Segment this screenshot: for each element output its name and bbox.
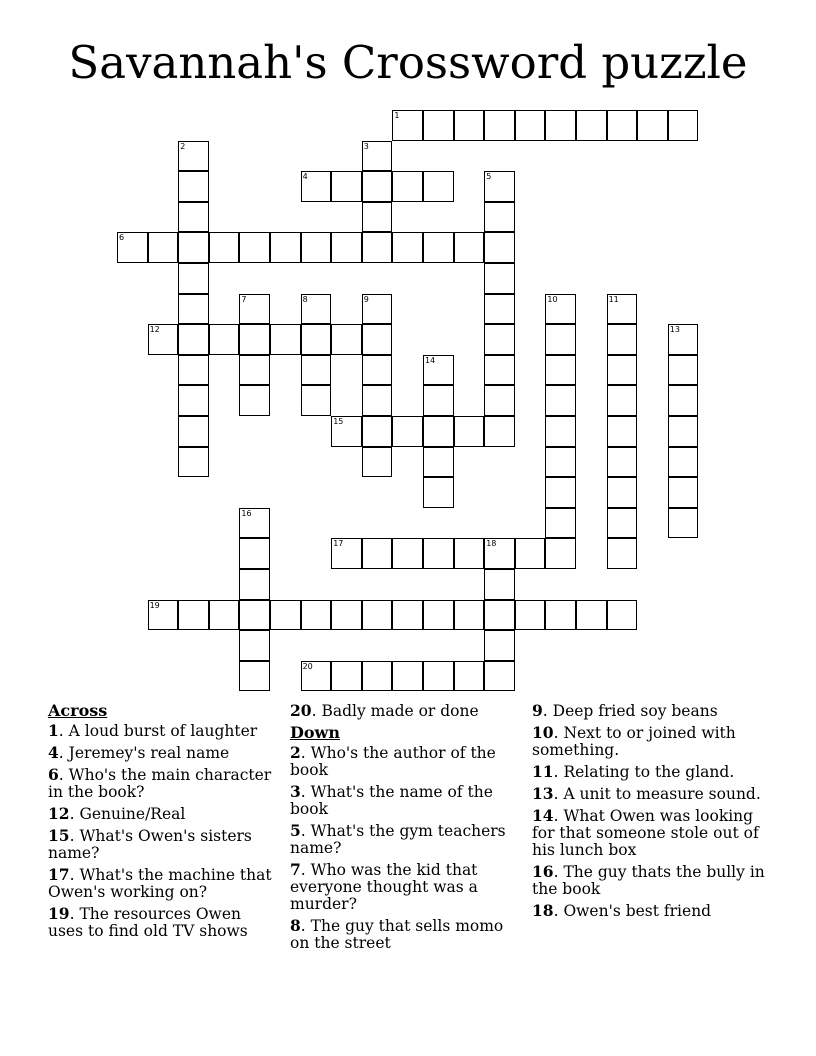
clues-column-3 <box>532 702 772 924</box>
grid-cell[interactable] <box>362 202 393 233</box>
grid-cell[interactable] <box>331 324 362 355</box>
grid-cell[interactable] <box>331 232 362 263</box>
grid-cell[interactable] <box>178 294 209 325</box>
grid-cell[interactable] <box>362 600 393 631</box>
grid-cell[interactable] <box>668 324 699 355</box>
grid-cell[interactable] <box>362 447 393 478</box>
grid-cell[interactable] <box>668 110 699 141</box>
grid-cell[interactable] <box>668 508 699 539</box>
grid-cell[interactable] <box>178 385 209 416</box>
clue-number: 11 <box>608 294 619 304</box>
grid-cell[interactable] <box>668 477 699 508</box>
clue-number: 12 <box>149 325 160 335</box>
grid-cell[interactable] <box>668 385 699 416</box>
grid-cell[interactable] <box>423 171 454 202</box>
clue-number: 7 <box>290 860 301 879</box>
grid-cell[interactable] <box>239 385 270 416</box>
clue-number: 20 <box>302 661 313 671</box>
clue-number: 18 <box>486 539 497 549</box>
clue-number: 15 <box>48 826 70 845</box>
grid-cell[interactable] <box>362 661 393 692</box>
grid-cell[interactable] <box>423 447 454 478</box>
clue-down-18: 18. Owen's best friend <box>532 901 712 920</box>
grid-cell[interactable] <box>484 355 515 386</box>
grid-cell[interactable] <box>270 232 301 263</box>
clue-text: Next to or joined with something. <box>532 724 736 759</box>
grid-cell[interactable] <box>148 600 179 631</box>
grid-cell[interactable] <box>178 171 209 202</box>
clue-text: What's the name of the book <box>290 783 493 818</box>
grid-cell[interactable] <box>423 600 454 631</box>
grid-cell[interactable] <box>392 416 423 447</box>
grid-cell[interactable] <box>607 294 638 325</box>
clue-number: 4 <box>48 743 59 762</box>
clue-number: 1 <box>48 721 59 740</box>
grid-cell[interactable] <box>454 232 485 263</box>
clue-number: 8 <box>302 294 308 304</box>
clue-down-3: 3. What's the name of the book <box>290 782 493 818</box>
grid-cell[interactable] <box>423 232 454 263</box>
clue-number: 11 <box>532 762 554 781</box>
clue-across-1: 1. A loud burst of laughter <box>48 721 258 740</box>
grid-cell[interactable] <box>484 385 515 416</box>
grid-cell[interactable] <box>484 569 515 600</box>
grid-cell[interactable] <box>484 538 515 569</box>
clue-number: 5 <box>486 172 492 182</box>
clue-number: 20 <box>290 701 312 720</box>
grid-cell[interactable] <box>637 110 668 141</box>
clue-number: 6 <box>119 233 125 243</box>
clue-number: 7 <box>241 294 247 304</box>
clue-text: The guy thats the bully in the book <box>532 863 765 898</box>
grid-cell[interactable] <box>362 171 393 202</box>
grid-cell[interactable] <box>362 538 393 569</box>
clue-number: 19 <box>149 600 160 610</box>
grid-cell[interactable] <box>301 324 332 355</box>
grid-cell[interactable] <box>607 416 638 447</box>
clue-down-14: 14. What Owen was looking for that someone stole out of his lunch box <box>532 806 759 859</box>
clue-number: 19 <box>48 904 70 923</box>
grid-cell[interactable] <box>515 110 546 141</box>
grid-cell[interactable] <box>454 110 485 141</box>
grid-cell[interactable] <box>607 355 638 386</box>
grid-cell[interactable] <box>270 600 301 631</box>
clue-number: 12 <box>48 804 70 823</box>
clue-number: 14 <box>425 355 436 365</box>
grid-cell[interactable] <box>545 416 576 447</box>
grid-cell[interactable] <box>301 385 332 416</box>
clue-across-19: 19. The resources Owen uses to find old TV shows <box>48 904 248 940</box>
grid-cell[interactable] <box>362 294 393 325</box>
grid-cell[interactable] <box>668 416 699 447</box>
grid-cell[interactable] <box>423 385 454 416</box>
grid-cell[interactable] <box>484 202 515 233</box>
clue-text: What's the machine that Owen's working on? <box>48 866 272 901</box>
clue-number: 16 <box>532 862 554 881</box>
grid-cell[interactable] <box>545 385 576 416</box>
clue-down-8: 8. The guy that sells momo on the street <box>290 916 504 952</box>
clue-text: A unit to measure sound. <box>563 785 761 803</box>
grid-cell[interactable] <box>484 110 515 141</box>
clue-text: A loud burst of laughter <box>68 722 258 740</box>
grid-cell[interactable] <box>423 477 454 508</box>
clue-number: 17 <box>333 539 344 549</box>
grid-cell[interactable] <box>362 355 393 386</box>
grid-cell[interactable] <box>392 232 423 263</box>
grid-cell[interactable] <box>239 324 270 355</box>
grid-cell[interactable] <box>331 171 362 202</box>
grid-cell[interactable] <box>423 416 454 447</box>
grid-cell[interactable] <box>239 630 270 661</box>
grid-cell[interactable] <box>607 385 638 416</box>
clue-text: Who's the author of the book <box>290 744 496 779</box>
clue-number: 3 <box>290 782 301 801</box>
clue-number: 2 <box>290 743 301 762</box>
grid-cell[interactable] <box>239 569 270 600</box>
grid-cell[interactable] <box>239 538 270 569</box>
clue-text: The guy that sells momo on the street <box>290 917 504 952</box>
clue-number: 10 <box>532 723 554 742</box>
grid-cell[interactable] <box>392 661 423 692</box>
clue-number: 1 <box>394 111 400 120</box>
clue-across-6: 6. Who's the main character in the book? <box>48 765 272 801</box>
grid-cell[interactable] <box>301 294 332 325</box>
grid-cell[interactable] <box>239 294 270 325</box>
grid-cell[interactable] <box>301 661 332 692</box>
grid-cell[interactable] <box>484 630 515 661</box>
grid-cell[interactable] <box>178 355 209 386</box>
grid-cell[interactable] <box>607 110 638 141</box>
clue-text: Genuine/Real <box>79 805 186 823</box>
grid-cell[interactable] <box>362 385 393 416</box>
grid-cell[interactable] <box>607 600 638 631</box>
grid-cell[interactable] <box>545 447 576 478</box>
grid-cell[interactable] <box>607 477 638 508</box>
clue-number: 6 <box>48 765 59 784</box>
grid-cell[interactable] <box>607 538 638 569</box>
grid-cell[interactable] <box>484 600 515 631</box>
grid-cell[interactable] <box>454 600 485 631</box>
clue-number: 14 <box>532 806 554 825</box>
clue-number: 10 <box>547 294 558 304</box>
grid-cell[interactable] <box>576 110 607 141</box>
clue-number: 15 <box>333 417 344 426</box>
clue-down-9: 9. Deep fried soy beans <box>532 701 718 720</box>
grid-cell[interactable] <box>209 324 240 355</box>
grid-cell[interactable] <box>301 232 332 263</box>
grid-cell[interactable] <box>331 661 362 692</box>
clue-text: Who was the kid that everyone thought was a murder? <box>290 861 478 913</box>
grid-cell[interactable] <box>484 294 515 325</box>
grid-cell[interactable] <box>484 232 515 263</box>
clue-down-5: 5. What's the gym teachers name? <box>290 821 506 857</box>
clue-across-17: 17. What's the machine that Owen's working on? <box>48 865 272 901</box>
clues-column-1 <box>48 702 280 944</box>
grid-cell[interactable] <box>607 324 638 355</box>
clue-number: 13 <box>532 784 554 803</box>
clue-text: Badly made or done <box>321 702 479 720</box>
grid-cell[interactable] <box>239 661 270 692</box>
clue-down-7: 7. Who was the kid that everyone thought was a murder? <box>290 860 478 913</box>
grid-cell[interactable] <box>362 324 393 355</box>
grid-cell[interactable] <box>423 355 454 386</box>
grid-cell[interactable] <box>423 538 454 569</box>
page-title: Savannah's Crossword puzzle <box>68 36 748 89</box>
grid-cell[interactable] <box>178 232 209 263</box>
grid-cell[interactable] <box>484 416 515 447</box>
clue-number: 16 <box>241 508 252 518</box>
clue-number: 4 <box>302 172 308 182</box>
clue-number: 17 <box>48 865 70 884</box>
grid-cell[interactable] <box>454 416 485 447</box>
clue-number: 9 <box>532 701 543 720</box>
grid-cell[interactable] <box>515 600 546 631</box>
grid-cell[interactable] <box>331 600 362 631</box>
grid-cell[interactable] <box>392 538 423 569</box>
grid-cell[interactable] <box>178 416 209 447</box>
grid-cell[interactable] <box>454 661 485 692</box>
grid-cell[interactable] <box>545 508 576 539</box>
grid-cell[interactable] <box>484 324 515 355</box>
grid-cell[interactable] <box>515 538 546 569</box>
clue-across-20: 20. Badly made or done <box>290 701 479 720</box>
grid-cell[interactable] <box>545 110 576 141</box>
grid-cell[interactable] <box>239 232 270 263</box>
down-heading: Down <box>290 723 340 742</box>
clue-across-12: 12. Genuine/Real <box>48 804 186 823</box>
grid-cell[interactable] <box>484 171 515 202</box>
grid-cell[interactable] <box>545 477 576 508</box>
grid-cell[interactable] <box>331 538 362 569</box>
grid-cell[interactable] <box>178 141 209 172</box>
clue-number: 13 <box>669 325 680 335</box>
clue-text: Who's the main character in the book? <box>48 766 272 801</box>
clue-down-16: 16. The guy thats the bully in the book <box>532 862 765 898</box>
grid-cell[interactable] <box>209 600 240 631</box>
clue-down-13: 13. A unit to measure sound. <box>532 784 761 803</box>
grid-cell[interactable] <box>239 508 270 539</box>
grid-cell[interactable] <box>362 416 393 447</box>
grid-cell[interactable] <box>270 324 301 355</box>
clue-number: 9 <box>363 294 369 304</box>
grid-cell[interactable] <box>178 600 209 631</box>
grid-cell[interactable] <box>545 355 576 386</box>
grid-cell[interactable] <box>301 600 332 631</box>
across-heading: Across <box>48 701 108 720</box>
grid-cell[interactable] <box>148 232 179 263</box>
grid-cell[interactable] <box>239 600 270 631</box>
clue-down-10: 10. Next to or joined with something. <box>532 723 736 759</box>
grid-cell[interactable] <box>576 600 607 631</box>
grid-cell[interactable] <box>545 324 576 355</box>
grid-cell[interactable] <box>178 263 209 294</box>
grid-cell[interactable] <box>668 447 699 478</box>
clue-text: What's Owen's sisters name? <box>48 827 252 862</box>
grid-cell[interactable] <box>362 232 393 263</box>
clue-across-15: 15. What's Owen's sisters name? <box>48 826 252 862</box>
grid-cell[interactable] <box>209 232 240 263</box>
grid-cell[interactable] <box>362 141 393 172</box>
clues-column-2 <box>290 702 522 956</box>
clue-text: Jeremey's real name <box>68 744 230 762</box>
grid-cell[interactable] <box>423 110 454 141</box>
grid-cell[interactable] <box>545 538 576 569</box>
grid-cell[interactable] <box>148 324 179 355</box>
clue-number: 8 <box>290 916 301 935</box>
grid-cell[interactable] <box>331 416 362 447</box>
clue-down-2: 2. Who's the author of the book <box>290 743 496 779</box>
clue-down-11: 11. Relating to the gland. <box>532 762 735 781</box>
grid-cell[interactable] <box>668 355 699 386</box>
clue-number: 18 <box>532 901 554 920</box>
clue-text: The resources Owen uses to find old TV shows <box>48 905 248 940</box>
grid-cell[interactable] <box>117 232 148 263</box>
clue-text: Deep fried soy beans <box>552 702 718 720</box>
grid-cell[interactable] <box>423 661 454 692</box>
grid-cell[interactable] <box>607 447 638 478</box>
grid-cell[interactable] <box>392 600 423 631</box>
grid-cell[interactable] <box>239 355 270 386</box>
grid-cell[interactable] <box>178 202 209 233</box>
clue-text: Owen's best friend <box>563 902 712 920</box>
clue-number: 3 <box>363 141 369 151</box>
clue-text: What's the gym teachers name? <box>290 822 506 857</box>
grid-cell[interactable] <box>301 355 332 386</box>
grid-cell[interactable] <box>545 600 576 631</box>
grid-cell[interactable] <box>178 447 209 478</box>
clue-number: 2 <box>180 141 186 151</box>
grid-cell[interactable] <box>301 171 332 202</box>
clue-text: What Owen was looking for that someone stole out of his lunch box <box>532 807 759 859</box>
grid-cell[interactable] <box>545 294 576 325</box>
clue-number: 5 <box>290 821 301 840</box>
clue-text: Relating to the gland. <box>563 763 735 781</box>
grid-cell[interactable] <box>178 324 209 355</box>
grid-cell[interactable] <box>484 263 515 294</box>
grid-cell[interactable] <box>454 538 485 569</box>
grid-cell[interactable] <box>607 508 638 539</box>
grid-cell[interactable] <box>392 110 423 141</box>
grid-cell[interactable] <box>392 171 423 202</box>
clue-across-4: 4. Jeremey's real name <box>48 743 230 762</box>
grid-cell[interactable] <box>484 661 515 692</box>
